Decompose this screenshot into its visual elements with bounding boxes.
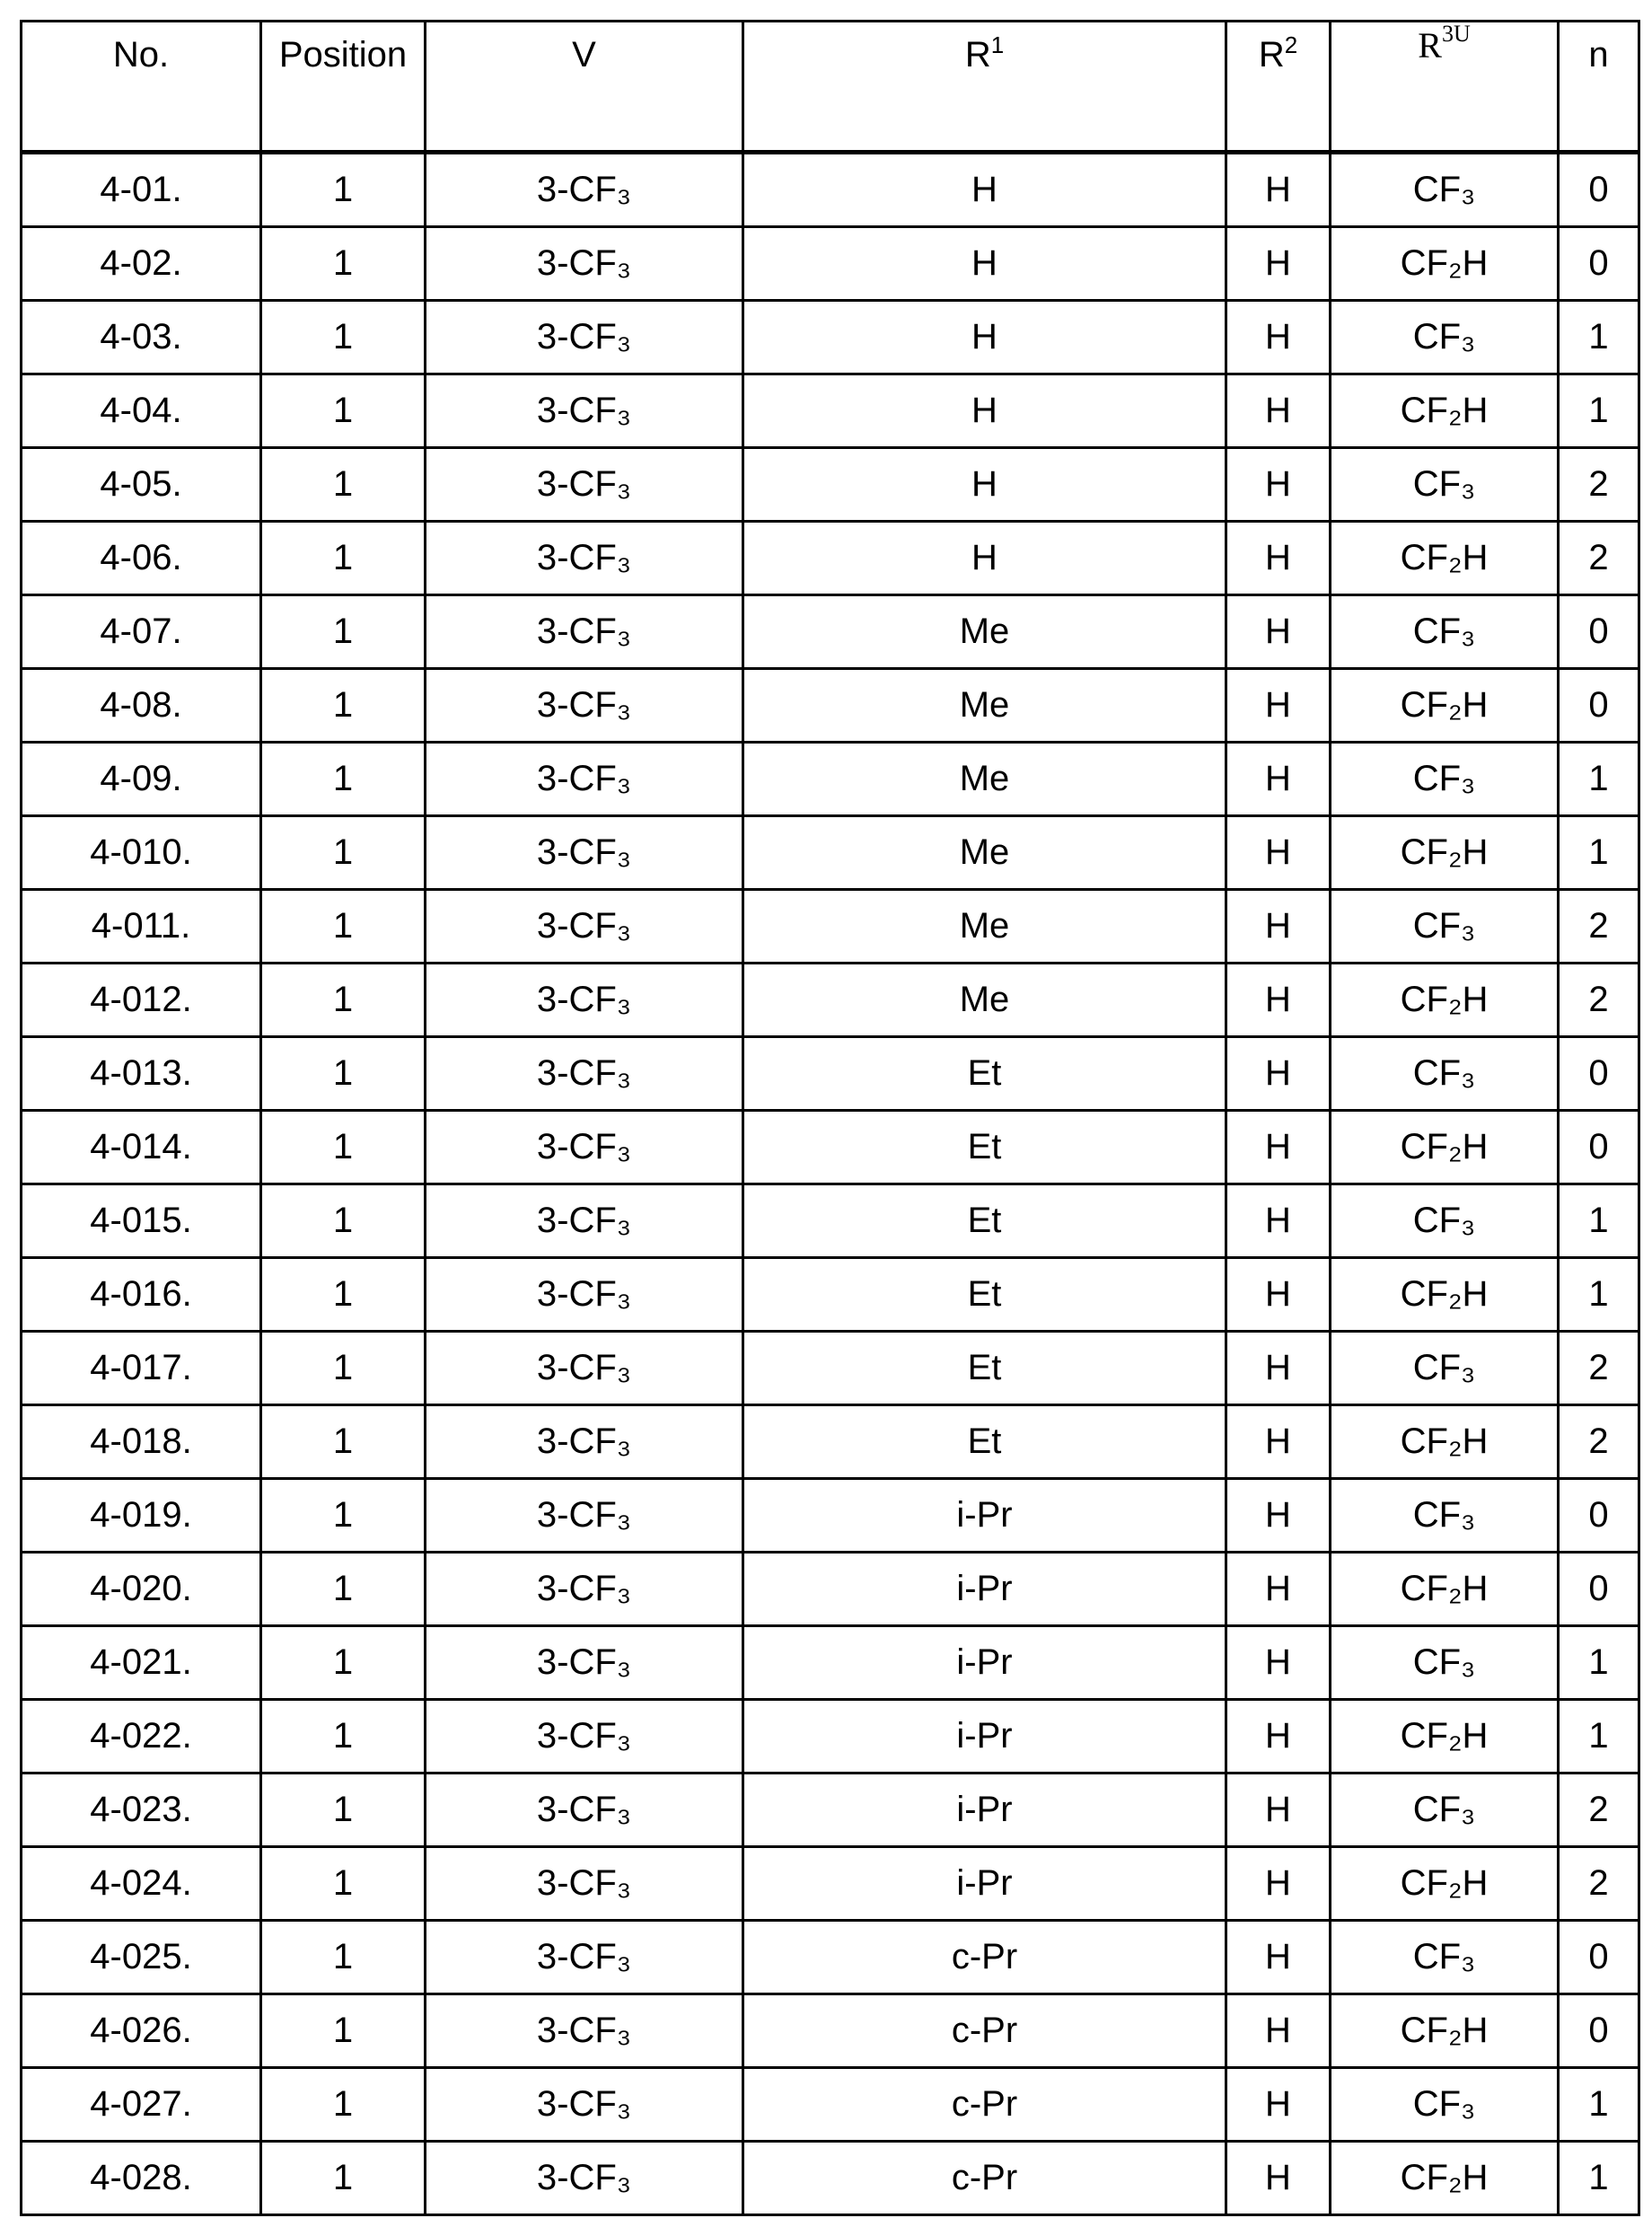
cell-position: 1 bbox=[261, 1700, 426, 1774]
cell-r3u: CF₃ bbox=[1331, 153, 1559, 227]
cell-n: 0 bbox=[1559, 1994, 1639, 2068]
cell-r1: Et bbox=[743, 1332, 1226, 1405]
cell-v: 3-CF₃ bbox=[426, 227, 743, 301]
cell-position: 1 bbox=[261, 1332, 426, 1405]
cell-v: 3-CF₃ bbox=[426, 2142, 743, 2215]
cell-n: 2 bbox=[1559, 1774, 1639, 1847]
cell-r1: Et bbox=[743, 1111, 1226, 1184]
cell-r3u: CF₃ bbox=[1331, 1332, 1559, 1405]
cell-position: 1 bbox=[261, 743, 426, 816]
cell-n: 2 bbox=[1559, 1405, 1639, 1479]
cell-n: 0 bbox=[1559, 1479, 1639, 1553]
cell-r1: H bbox=[743, 448, 1226, 522]
cell-r1: i-Pr bbox=[743, 1847, 1226, 1921]
cell-n: 0 bbox=[1559, 227, 1639, 301]
cell-r1: H bbox=[743, 522, 1226, 595]
cell-r1: i-Pr bbox=[743, 1553, 1226, 1626]
table-row bbox=[22, 1921, 1639, 1994]
cell-no: 4-017. bbox=[22, 1332, 261, 1405]
cell-r2: H bbox=[1226, 227, 1331, 301]
cell-r2: H bbox=[1226, 964, 1331, 1037]
cell-r2: H bbox=[1226, 1626, 1331, 1700]
table-row bbox=[22, 2068, 1639, 2142]
cell-r2: H bbox=[1226, 1847, 1331, 1921]
cell-r3u: CF₃ bbox=[1331, 1921, 1559, 1994]
cell-r1: Et bbox=[743, 1037, 1226, 1111]
header-r1 bbox=[743, 22, 1226, 153]
table-row bbox=[22, 1184, 1639, 1258]
cell-r2: H bbox=[1226, 1994, 1331, 2068]
table-row bbox=[22, 448, 1639, 522]
cell-r2: H bbox=[1226, 743, 1331, 816]
cell-no: 4-024. bbox=[22, 1847, 261, 1921]
cell-r2: H bbox=[1226, 1258, 1331, 1332]
cell-no: 4-09. bbox=[22, 743, 261, 816]
cell-v: 3-CF₃ bbox=[426, 1994, 743, 2068]
cell-r2: H bbox=[1226, 1921, 1331, 1994]
header-r3u-base: R bbox=[1418, 25, 1442, 66]
cell-n: 0 bbox=[1559, 669, 1639, 743]
table-row bbox=[22, 743, 1639, 816]
cell-no: 4-010. bbox=[22, 816, 261, 890]
cell-no: 4-023. bbox=[22, 1774, 261, 1847]
cell-v: 3-CF₃ bbox=[426, 1700, 743, 1774]
cell-r1: c-Pr bbox=[743, 1921, 1226, 1994]
cell-n: 0 bbox=[1559, 595, 1639, 669]
cell-position: 1 bbox=[261, 1553, 426, 1626]
cell-v: 3-CF₃ bbox=[426, 595, 743, 669]
cell-n: 1 bbox=[1559, 301, 1639, 374]
cell-r3u: CF₂H bbox=[1331, 1847, 1559, 1921]
cell-no: 4-027. bbox=[22, 2068, 261, 2142]
cell-r1: c-Pr bbox=[743, 1994, 1226, 2068]
cell-r3u: CF₂H bbox=[1331, 1405, 1559, 1479]
cell-r1: H bbox=[743, 301, 1226, 374]
cell-r3u: CF₂H bbox=[1331, 1111, 1559, 1184]
cell-r2: H bbox=[1226, 374, 1331, 448]
table-row bbox=[22, 1626, 1639, 1700]
cell-r2: H bbox=[1226, 595, 1331, 669]
table-row bbox=[22, 669, 1639, 743]
cell-n: 1 bbox=[1559, 1700, 1639, 1774]
table-row bbox=[22, 1479, 1639, 1553]
cell-r2: H bbox=[1226, 448, 1331, 522]
cell-n: 2 bbox=[1559, 448, 1639, 522]
cell-r1: Et bbox=[743, 1405, 1226, 1479]
table-row bbox=[22, 1332, 1639, 1405]
cell-n: 0 bbox=[1559, 153, 1639, 227]
cell-r3u: CF₂H bbox=[1331, 227, 1559, 301]
cell-no: 4-011. bbox=[22, 890, 261, 964]
cell-r1: H bbox=[743, 227, 1226, 301]
cell-r3u: CF₂H bbox=[1331, 1994, 1559, 2068]
cell-v: 3-CF₃ bbox=[426, 1332, 743, 1405]
cell-position: 1 bbox=[261, 1184, 426, 1258]
cell-n: 1 bbox=[1559, 1184, 1639, 1258]
table-row bbox=[22, 1037, 1639, 1111]
cell-v: 3-CF₃ bbox=[426, 522, 743, 595]
cell-r2: H bbox=[1226, 1700, 1331, 1774]
table-row bbox=[22, 1847, 1639, 1921]
cell-r3u: CF₃ bbox=[1331, 1479, 1559, 1553]
cell-v: 3-CF₃ bbox=[426, 448, 743, 522]
cell-no: 4-07. bbox=[22, 595, 261, 669]
cell-no: 4-01. bbox=[22, 153, 261, 227]
cell-v: 3-CF₃ bbox=[426, 1405, 743, 1479]
cell-v: 3-CF₃ bbox=[426, 1111, 743, 1184]
cell-r3u: CF₂H bbox=[1331, 522, 1559, 595]
cell-position: 1 bbox=[261, 374, 426, 448]
compound-table bbox=[20, 20, 1640, 2216]
cell-n: 0 bbox=[1559, 1037, 1639, 1111]
cell-n: 1 bbox=[1559, 1626, 1639, 1700]
cell-position: 1 bbox=[261, 890, 426, 964]
cell-r2: H bbox=[1226, 1405, 1331, 1479]
cell-r3u: CF₂H bbox=[1331, 816, 1559, 890]
cell-v: 3-CF₃ bbox=[426, 964, 743, 1037]
table-row bbox=[22, 1700, 1639, 1774]
cell-r1: Me bbox=[743, 595, 1226, 669]
cell-r2: H bbox=[1226, 153, 1331, 227]
cell-no: 4-022. bbox=[22, 1700, 261, 1774]
cell-no: 4-06. bbox=[22, 522, 261, 595]
cell-no: 4-018. bbox=[22, 1405, 261, 1479]
cell-position: 1 bbox=[261, 1774, 426, 1847]
cell-r1: H bbox=[743, 374, 1226, 448]
cell-r3u: CF₂H bbox=[1331, 1700, 1559, 1774]
cell-no: 4-020. bbox=[22, 1553, 261, 1626]
cell-r2: H bbox=[1226, 301, 1331, 374]
cell-r3u: CF₂H bbox=[1331, 669, 1559, 743]
cell-r1: c-Pr bbox=[743, 2142, 1226, 2215]
cell-no: 4-021. bbox=[22, 1626, 261, 1700]
cell-r1: Et bbox=[743, 1184, 1226, 1258]
cell-no: 4-012. bbox=[22, 964, 261, 1037]
table-row bbox=[22, 522, 1639, 595]
cell-position: 1 bbox=[261, 1258, 426, 1332]
header-r2 bbox=[1226, 22, 1331, 153]
cell-v: 3-CF₃ bbox=[426, 153, 743, 227]
cell-r3u: CF₂H bbox=[1331, 2142, 1559, 2215]
table-row bbox=[22, 1994, 1639, 2068]
header-r1-sup: 1 bbox=[991, 31, 1004, 58]
cell-position: 1 bbox=[261, 227, 426, 301]
cell-v: 3-CF₃ bbox=[426, 1184, 743, 1258]
cell-r2: H bbox=[1226, 2142, 1331, 2215]
cell-position: 1 bbox=[261, 1994, 426, 2068]
table-row bbox=[22, 374, 1639, 448]
cell-r2: H bbox=[1226, 669, 1331, 743]
cell-position: 1 bbox=[261, 2142, 426, 2215]
cell-v: 3-CF₃ bbox=[426, 1847, 743, 1921]
cell-v: 3-CF₃ bbox=[426, 890, 743, 964]
cell-position: 1 bbox=[261, 964, 426, 1037]
table-row bbox=[22, 153, 1639, 227]
cell-r3u: CF₂H bbox=[1331, 374, 1559, 448]
cell-v: 3-CF₃ bbox=[426, 1037, 743, 1111]
cell-no: 4-019. bbox=[22, 1479, 261, 1553]
cell-no: 4-028. bbox=[22, 2142, 261, 2215]
cell-r1: i-Pr bbox=[743, 1700, 1226, 1774]
header-position: Position bbox=[261, 22, 426, 153]
cell-r1: Et bbox=[743, 1258, 1226, 1332]
cell-v: 3-CF₃ bbox=[426, 1479, 743, 1553]
cell-r1: Me bbox=[743, 890, 1226, 964]
cell-position: 1 bbox=[261, 816, 426, 890]
cell-v: 3-CF₃ bbox=[426, 1553, 743, 1626]
cell-no: 4-05. bbox=[22, 448, 261, 522]
cell-r2: H bbox=[1226, 1332, 1331, 1405]
cell-r2: H bbox=[1226, 2068, 1331, 2142]
header-n: n bbox=[1559, 22, 1639, 153]
table-row bbox=[22, 1258, 1639, 1332]
cell-r3u: CF₂H bbox=[1331, 964, 1559, 1037]
cell-n: 2 bbox=[1559, 522, 1639, 595]
cell-r3u: CF₂H bbox=[1331, 1258, 1559, 1332]
cell-position: 1 bbox=[261, 1921, 426, 1994]
cell-r3u: CF₃ bbox=[1331, 448, 1559, 522]
cell-n: 0 bbox=[1559, 1921, 1639, 1994]
cell-n: 2 bbox=[1559, 1847, 1639, 1921]
header-row bbox=[22, 22, 1639, 153]
cell-no: 4-026. bbox=[22, 1994, 261, 2068]
cell-v: 3-CF₃ bbox=[426, 743, 743, 816]
cell-v: 3-CF₃ bbox=[426, 816, 743, 890]
table-row bbox=[22, 227, 1639, 301]
cell-n: 2 bbox=[1559, 890, 1639, 964]
table-row bbox=[22, 2142, 1639, 2215]
cell-n: 0 bbox=[1559, 1553, 1639, 1626]
cell-v: 3-CF₃ bbox=[426, 301, 743, 374]
cell-no: 4-015. bbox=[22, 1184, 261, 1258]
header-r3u bbox=[1331, 22, 1559, 153]
cell-n: 2 bbox=[1559, 1332, 1639, 1405]
cell-position: 1 bbox=[261, 595, 426, 669]
cell-no: 4-04. bbox=[22, 374, 261, 448]
header-r2-base: R bbox=[1259, 35, 1285, 75]
cell-v: 3-CF₃ bbox=[426, 374, 743, 448]
cell-position: 1 bbox=[261, 1405, 426, 1479]
cell-v: 3-CF₃ bbox=[426, 1921, 743, 1994]
cell-n: 0 bbox=[1559, 1111, 1639, 1184]
cell-r3u: CF₃ bbox=[1331, 743, 1559, 816]
cell-r1: Me bbox=[743, 816, 1226, 890]
cell-position: 1 bbox=[261, 522, 426, 595]
cell-r1: Me bbox=[743, 669, 1226, 743]
cell-r3u: CF₃ bbox=[1331, 301, 1559, 374]
cell-r2: H bbox=[1226, 1774, 1331, 1847]
cell-position: 1 bbox=[261, 1847, 426, 1921]
cell-r1: H bbox=[743, 153, 1226, 227]
cell-position: 1 bbox=[261, 448, 426, 522]
cell-n: 1 bbox=[1559, 743, 1639, 816]
cell-r2: H bbox=[1226, 1184, 1331, 1258]
header-r2-sup: 2 bbox=[1285, 31, 1297, 58]
cell-r3u: CF₃ bbox=[1331, 1184, 1559, 1258]
cell-v: 3-CF₃ bbox=[426, 669, 743, 743]
cell-n: 1 bbox=[1559, 816, 1639, 890]
cell-n: 1 bbox=[1559, 1258, 1639, 1332]
cell-position: 1 bbox=[261, 1037, 426, 1111]
cell-r1: c-Pr bbox=[743, 2068, 1226, 2142]
cell-n: 1 bbox=[1559, 2068, 1639, 2142]
cell-position: 1 bbox=[261, 301, 426, 374]
cell-position: 1 bbox=[261, 1626, 426, 1700]
cell-v: 3-CF₃ bbox=[426, 2068, 743, 2142]
cell-r2: H bbox=[1226, 816, 1331, 890]
table-row bbox=[22, 1405, 1639, 1479]
cell-position: 1 bbox=[261, 2068, 426, 2142]
cell-no: 4-014. bbox=[22, 1111, 261, 1184]
cell-no: 4-016. bbox=[22, 1258, 261, 1332]
cell-position: 1 bbox=[261, 1111, 426, 1184]
cell-r2: H bbox=[1226, 522, 1331, 595]
cell-r2: H bbox=[1226, 1037, 1331, 1111]
cell-r3u: CF₃ bbox=[1331, 1774, 1559, 1847]
cell-r3u: CF₂H bbox=[1331, 1553, 1559, 1626]
cell-r2: H bbox=[1226, 1479, 1331, 1553]
cell-n: 2 bbox=[1559, 964, 1639, 1037]
header-r3u-sup: 3U bbox=[1442, 21, 1471, 47]
cell-r3u: CF₃ bbox=[1331, 1626, 1559, 1700]
cell-no: 4-02. bbox=[22, 227, 261, 301]
cell-r2: H bbox=[1226, 890, 1331, 964]
cell-r3u: CF₃ bbox=[1331, 595, 1559, 669]
table-row bbox=[22, 301, 1639, 374]
cell-v: 3-CF₃ bbox=[426, 1626, 743, 1700]
cell-no: 4-08. bbox=[22, 669, 261, 743]
table-row bbox=[22, 1553, 1639, 1626]
table-row bbox=[22, 816, 1639, 890]
table-row bbox=[22, 595, 1639, 669]
cell-position: 1 bbox=[261, 1479, 426, 1553]
table-row bbox=[22, 890, 1639, 964]
cell-r3u: CF₃ bbox=[1331, 1037, 1559, 1111]
cell-n: 1 bbox=[1559, 2142, 1639, 2215]
table-row bbox=[22, 1774, 1639, 1847]
table-row bbox=[22, 1111, 1639, 1184]
cell-position: 1 bbox=[261, 153, 426, 227]
cell-r1: Me bbox=[743, 964, 1226, 1037]
cell-r1: i-Pr bbox=[743, 1774, 1226, 1847]
cell-r3u: CF₃ bbox=[1331, 890, 1559, 964]
cell-r2: H bbox=[1226, 1553, 1331, 1626]
cell-v: 3-CF₃ bbox=[426, 1258, 743, 1332]
cell-no: 4-013. bbox=[22, 1037, 261, 1111]
cell-n: 1 bbox=[1559, 374, 1639, 448]
table-row bbox=[22, 964, 1639, 1037]
table-body bbox=[22, 153, 1639, 2215]
cell-r3u: CF₃ bbox=[1331, 2068, 1559, 2142]
cell-position: 1 bbox=[261, 669, 426, 743]
cell-no: 4-03. bbox=[22, 301, 261, 374]
cell-r2: H bbox=[1226, 1111, 1331, 1184]
header-no: No. bbox=[22, 22, 261, 153]
cell-r1: i-Pr bbox=[743, 1479, 1226, 1553]
header-r1-base: R bbox=[965, 35, 991, 75]
cell-v: 3-CF₃ bbox=[426, 1774, 743, 1847]
cell-r1: i-Pr bbox=[743, 1626, 1226, 1700]
cell-no: 4-025. bbox=[22, 1921, 261, 1994]
cell-r1: Me bbox=[743, 743, 1226, 816]
header-v: V bbox=[426, 22, 743, 153]
